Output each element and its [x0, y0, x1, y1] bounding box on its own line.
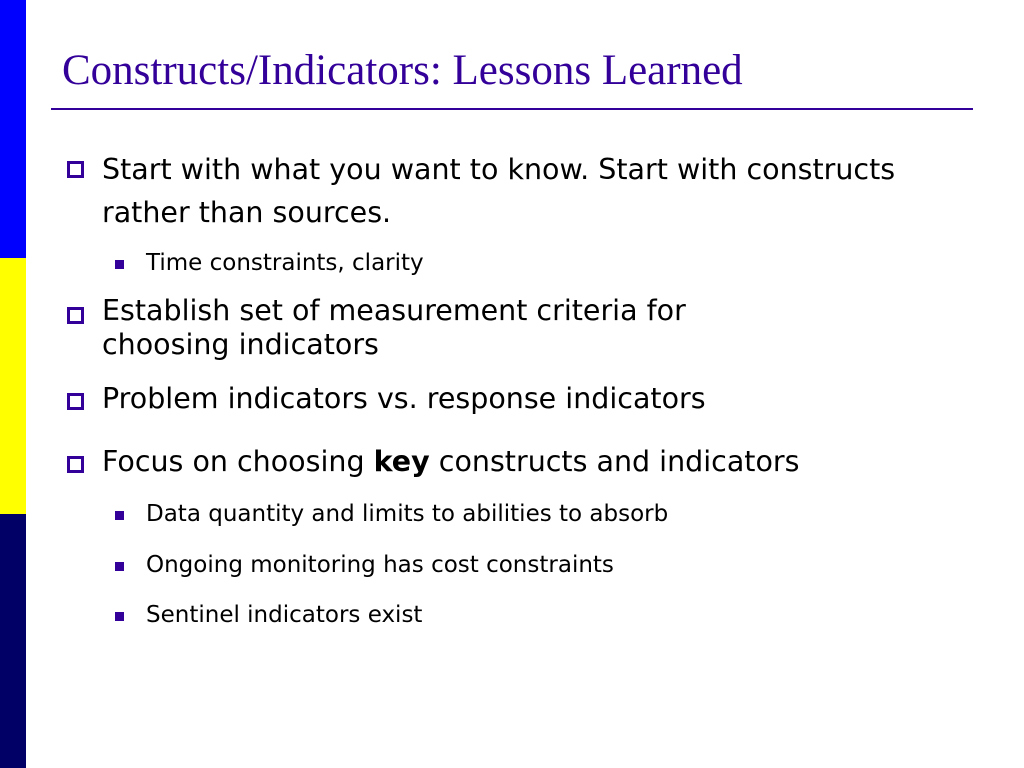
bullet-3 [102, 380, 706, 417]
bullet-4-key-word: key [373, 445, 430, 478]
hollow-square-bullet-icon [67, 307, 84, 324]
bullet-2-text: Establish set of measurement criteria for choosing indicators [102, 294, 686, 361]
filled-square-bullet-icon [115, 511, 124, 520]
bullet-4-text-after: constructs and indicators [429, 445, 800, 478]
bullet-3-text: Problem indicators vs. response indicators [102, 382, 706, 415]
bullet-4 [102, 443, 799, 480]
sub-bullet-1-1 [146, 249, 424, 279]
sub-bullet-4-1-text: Data quantity and limits to abilities to absorb [146, 501, 669, 527]
sub-bullet-4-2 [146, 551, 614, 581]
filled-square-bullet-icon [115, 612, 124, 621]
filled-square-bullet-icon [115, 260, 124, 269]
sub-bullet-4-3-text: Sentinel indicators exist [146, 602, 423, 628]
hollow-square-bullet-icon [67, 161, 84, 178]
sub-bullet-4-2-text: Ongoing monitoring has cost constraints [146, 552, 614, 578]
bullet-1-text: Start with what you want to know. Start with constructs rather than sources. [102, 153, 896, 229]
bullet-4-text-before: Focus on choosing [102, 445, 374, 478]
hollow-square-bullet-icon [67, 393, 84, 410]
sub-bullet-4-1 [146, 500, 668, 530]
bullet-2 [102, 294, 822, 362]
sub-bullet-1-1-text: Time constraints, clarity [146, 250, 424, 276]
sub-bullet-4-3 [146, 601, 422, 631]
filled-square-bullet-icon [115, 562, 124, 571]
bullet-1 [102, 148, 902, 234]
hollow-square-bullet-icon [67, 456, 84, 473]
slide-title: Constructs/Indicators: Lessons Learned [62, 47, 743, 94]
bullet-4-text [102, 443, 799, 480]
